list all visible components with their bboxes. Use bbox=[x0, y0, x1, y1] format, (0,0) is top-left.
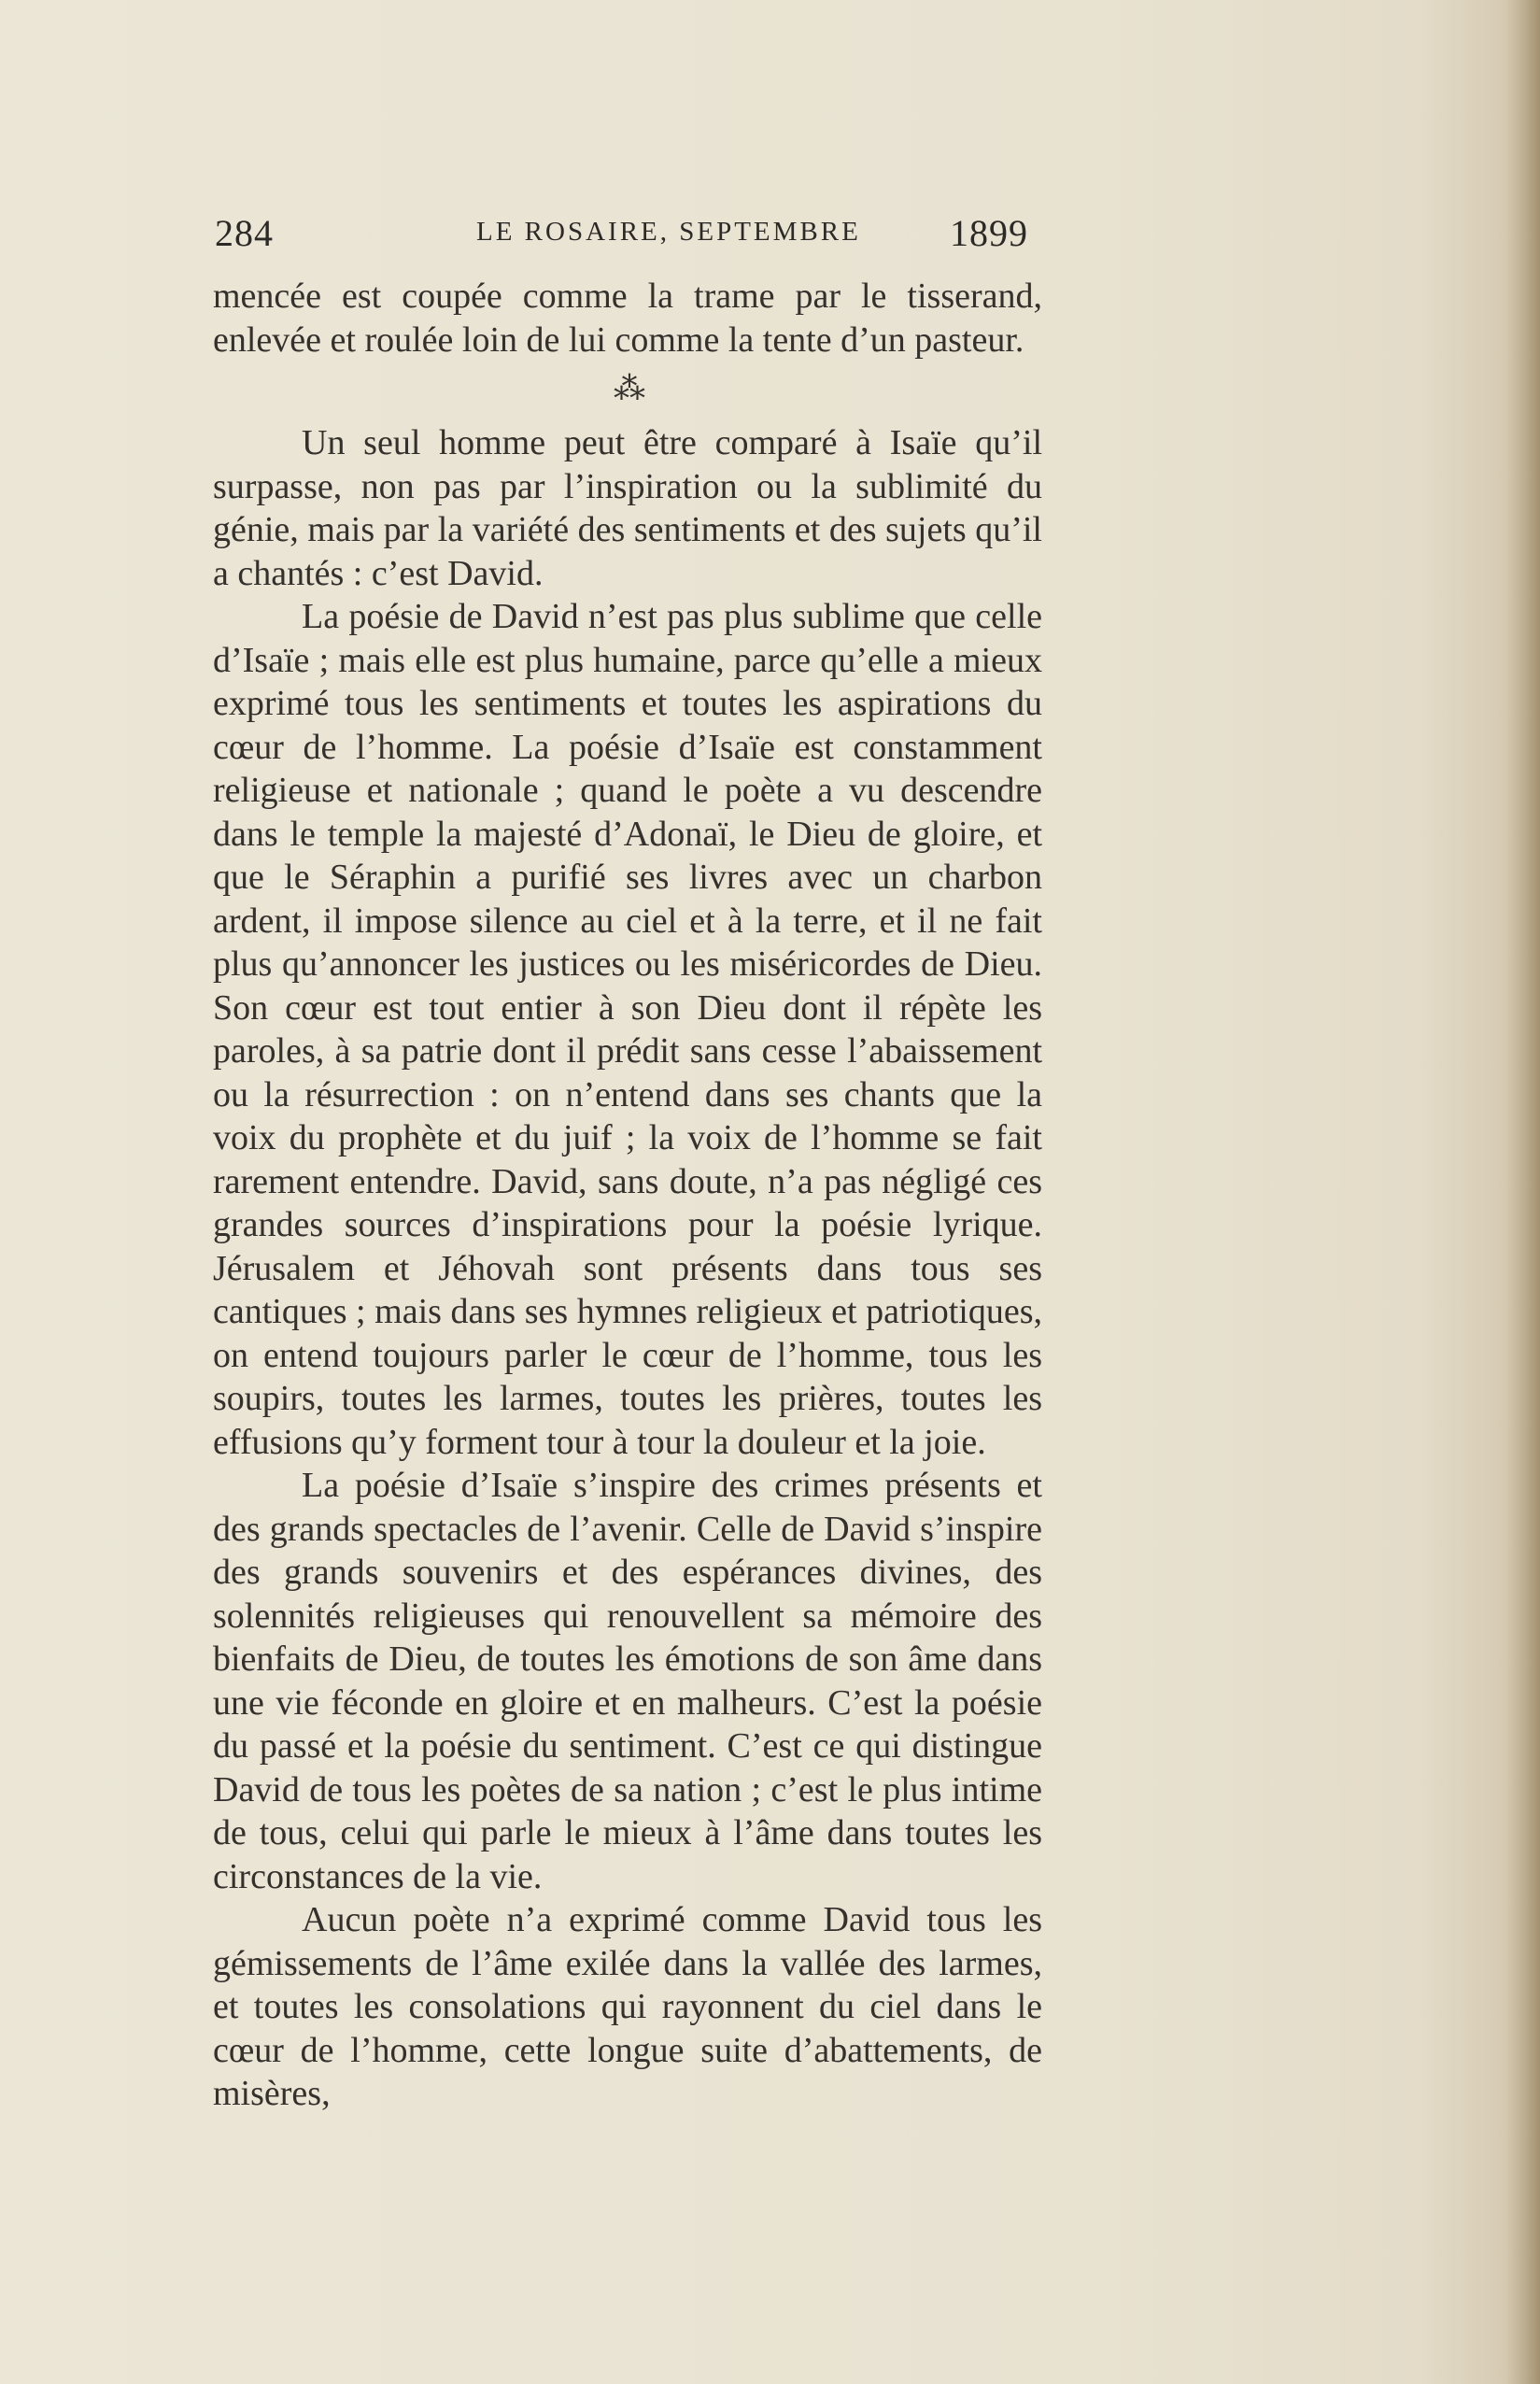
running-header bbox=[215, 211, 1046, 258]
paragraph-4: Aucun poète n’a exprimé comme David tous les gémissements de l’âme exilée dans la vallée des larmes, et toutes les consolations qui rayonnent du ciel dans le cœur de l’homme, cette longue suite d’abattements, de misères, bbox=[213, 1900, 1042, 2113]
running-head-title: LE ROSAIRE, SEPTEMBRE bbox=[476, 217, 861, 247]
paragraph-1: Un seul homme peut être comparé à Isaïe qu’il surpasse, non pas par l’inspiration ou la sublimité du génie, mais par la variété des sentiments et des sujets qu’il a chantés : c’est David. bbox=[213, 423, 1042, 593]
body-text bbox=[213, 275, 1042, 2116]
continuation-paragraph: mencée est coupée comme la trame par le tisserand, enlevée et roulée loin de lui comme la tente d’un pasteur. bbox=[213, 277, 1042, 360]
page-edge-shadow bbox=[1506, 0, 1540, 2384]
paragraph-2: La poésie de David n’est pas plus sublime que celle d’Isaïe ; mais elle est plus humaine, parce qu’elle a mieux exprimé tous les sentiments et toutes les aspirations du cœur de l’homme. La poésie d’Isaïe est constamment religieuse et nationale ; quand le poète a vu descendre dans le temple la majesté d’Adonaï, le Dieu de gloire, et que le Séraphin a purifié ses livres avec un charbon ardent, il impose silence au ciel et à la terre, et il ne fait plus qu’annoncer les justices ou les miséricordes de Dieu. Son cœur est tout entier à son Dieu dont il répète les paroles, à sa patrie dont il prédit sans cesse l’abaissement ou la résurrection : on n’entend dans ses chants que la voix du prophète et du juif ; la voix de l’homme se fait rarement entendre. David, sans doute, n’a pas négligé ces grandes sources d’inspirations pour la poésie lyrique. Jérusalem et Jéhovah sont présents dans tous ses cantiques ; mais dans ses hymnes religieux et patriotiques, on entend toujours parler le cœur de l’homme, tous les soupirs, toutes les larmes, toutes les prières, toutes les effusions qu’y forment tour à tour la douleur et la joie. bbox=[213, 597, 1042, 1462]
section-separator-asterism: ⁂ bbox=[614, 372, 647, 406]
page-number: 284 bbox=[215, 212, 274, 254]
paragraph-3: La poésie d’Isaïe s’inspire des crimes présents et des grands spectacles de l’avenir. Celle de David s’inspire des grands souvenirs et des espérances divines, des solennités religieuses qui renouvellent sa mémoire des bienfaits de Dieu, de toutes les émotions de son âme dans une vie féconde en gloire et en malheurs. C’est la poésie du passé et la poésie du sentiment. C’est ce qui distingue David de tous les poètes de sa nation ; c’est le plus intime de tous, celui qui parle le mieux à l’âme dans toutes les circonstances de la vie. bbox=[213, 1466, 1042, 1896]
running-head-year: 1899 bbox=[950, 212, 1028, 254]
